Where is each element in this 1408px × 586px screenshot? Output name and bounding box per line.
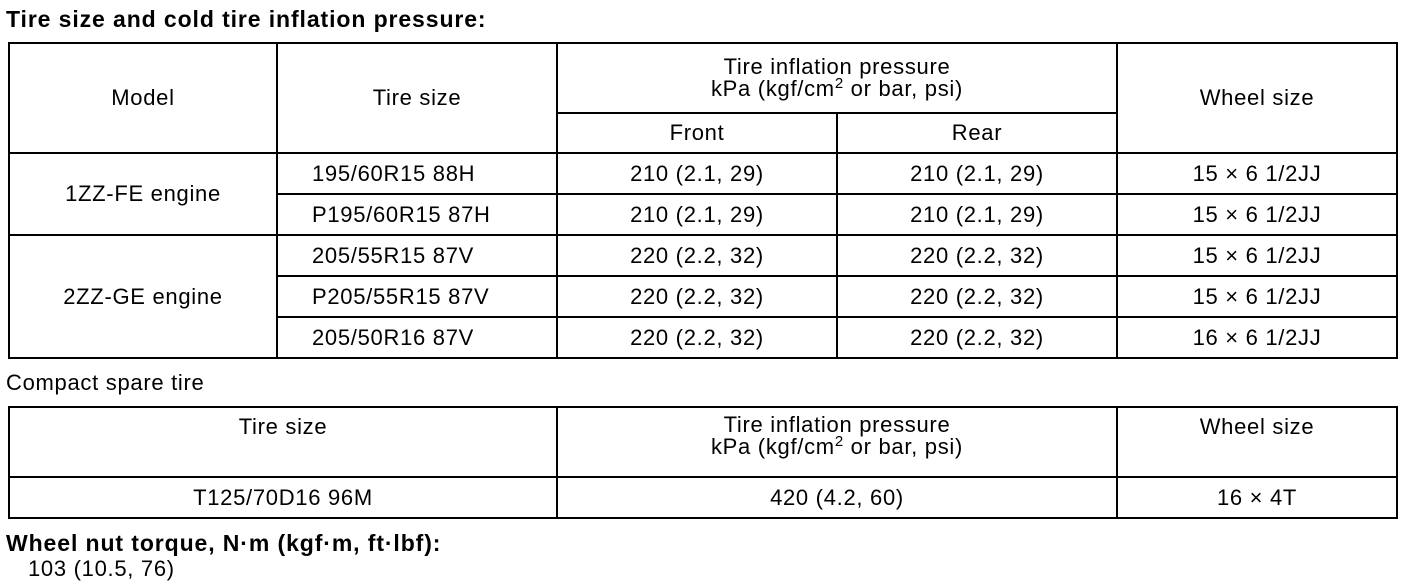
spare-wheel-size-cell: 16 × 4T: [1117, 477, 1397, 518]
rear-pressure-cell: 220 (2.2, 32): [837, 317, 1117, 358]
spare-header-pressure-line1: Tire inflation pressure: [723, 412, 951, 437]
front-pressure-cell: 220 (2.2, 32): [557, 276, 837, 317]
header-pressure-unit-sup: 2: [834, 75, 844, 92]
header-tire-size: Tire size: [277, 43, 557, 153]
wheel-size-cell: 16 × 6 1/2JJ: [1117, 317, 1397, 358]
header-model: Model: [9, 43, 277, 153]
spare-header-pressure-unit-post: or bar, psi): [843, 434, 964, 459]
tire-size-cell: 205/50R16 87V: [277, 317, 557, 358]
model-cell: 1ZZ-FE engine: [9, 153, 277, 235]
spare-header-inflation-pressure: [557, 407, 1117, 477]
header-front: Front: [557, 113, 837, 153]
wheel-nut-torque-value: 103 (10.5, 76): [28, 556, 175, 581]
header-inflation-pressure: [557, 43, 1117, 113]
tire-size-cell: P205/55R15 87V: [277, 276, 557, 317]
model-cell: 2ZZ-GE engine: [9, 235, 277, 358]
spare-header-wheel-size: Wheel size: [1117, 407, 1397, 477]
spare-tire-label: Compact spare tire: [6, 370, 205, 395]
spare-tire-table: [8, 406, 1398, 519]
spare-header-pressure-unit-pre: kPa (kgf/cm: [710, 434, 835, 459]
tire-size-cell: 195/60R15 88H: [277, 153, 557, 194]
rear-pressure-cell: 220 (2.2, 32): [837, 276, 1117, 317]
spare-pressure-cell: 420 (4.2, 60): [557, 477, 1117, 518]
wheel-nut-torque-heading: Wheel nut torque, N·m (kgf·m, ft·lbf):: [6, 530, 442, 556]
tire-size-cell: P195/60R15 87H: [277, 194, 557, 235]
front-pressure-cell: 220 (2.2, 32): [557, 317, 837, 358]
tire-pressure-table: [8, 42, 1398, 359]
rear-pressure-cell: 220 (2.2, 32): [837, 235, 1117, 276]
spare-header-pressure-unit-sup: 2: [834, 433, 844, 450]
spare-tire-size-cell: T125/70D16 96M: [9, 477, 557, 518]
wheel-size-cell: 15 × 6 1/2JJ: [1117, 276, 1397, 317]
section-heading-tire-size: Tire size and cold tire inflation pressure:: [6, 6, 487, 32]
tire-size-cell: 205/55R15 87V: [277, 235, 557, 276]
header-rear: Rear: [837, 113, 1117, 153]
header-wheel-size: Wheel size: [1117, 43, 1397, 153]
spare-header-tire-size: Tire size: [9, 407, 557, 477]
table-row: [9, 235, 1397, 276]
header-pressure-unit-post: or bar, psi): [843, 76, 964, 101]
front-pressure-cell: 210 (2.1, 29): [557, 194, 837, 235]
header-pressure-line1: Tire inflation pressure: [723, 54, 951, 79]
wheel-size-cell: 15 × 6 1/2JJ: [1117, 153, 1397, 194]
rear-pressure-cell: 210 (2.1, 29): [837, 194, 1117, 235]
wheel-size-cell: 15 × 6 1/2JJ: [1117, 235, 1397, 276]
table-row: [9, 153, 1397, 194]
front-pressure-cell: 210 (2.1, 29): [557, 153, 837, 194]
header-pressure-unit-pre: kPa (kgf/cm: [710, 76, 835, 101]
wheel-size-cell: 15 × 6 1/2JJ: [1117, 194, 1397, 235]
front-pressure-cell: 220 (2.2, 32): [557, 235, 837, 276]
table-row: [9, 477, 1397, 518]
rear-pressure-cell: 210 (2.1, 29): [837, 153, 1117, 194]
